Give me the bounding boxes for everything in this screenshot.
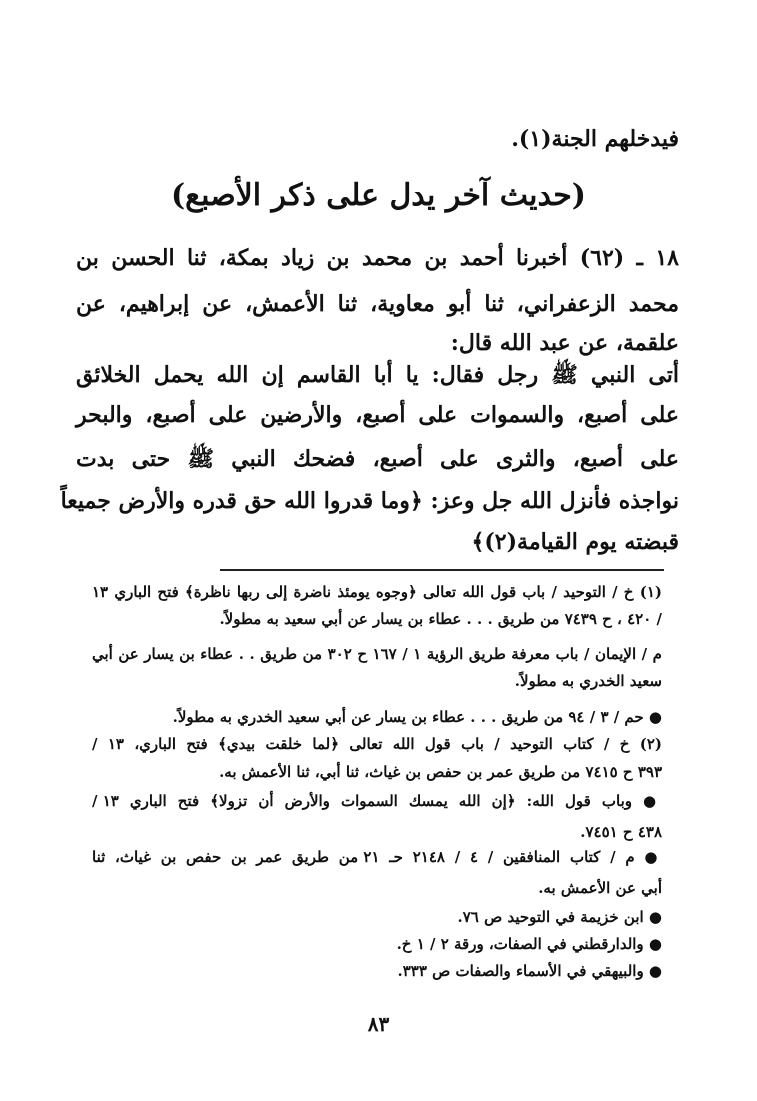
- footnote-line: أبي عن الأعمش به.: [538, 879, 662, 897]
- footnote-line: ● حم / ٣ / ٩٤ من طريق . . . عطاء بن يسار عن أبي سعيد الخدري به مطولاً.: [172, 708, 662, 726]
- footnote-separator: [220, 569, 664, 571]
- footnote-line: (٢) خ / كتاب التوحيد / باب قول الله تعالى ﴿لما خلقت بيدي﴾ فتح الباري، ١٣ /: [92, 735, 663, 753]
- footnote-line: سعيد الخدري به مطولاً.: [514, 672, 662, 690]
- footnote-line: ● والدارقطني في الصفات، ورقة ٢ / ١ خ.: [396, 935, 662, 953]
- section-title: (حديث آخر يدل على ذكر الأصبع): [170, 178, 586, 213]
- body-line: على أصبع، والثرى على أصبع، فضحك النبي ﷺ حتى بدت: [76, 446, 679, 472]
- body-line: علقمة، عن عبد الله قال:: [450, 330, 679, 356]
- body-line: نواجذه فأنزل الله جل وعز: ﴿وما قدروا الله حق قدره والأرض جميعاً: [60, 488, 679, 514]
- footnote-line: (١) خ / التوحيد / باب قول الله تعالى ﴿وجوه يومئذ ناضرة إلى ربها ناظرة﴾ فتح الباري ١٣: [92, 583, 662, 601]
- body-line: على أصبع، والسموات على أصبع، والأرضين على أصبع، والبحر: [76, 402, 679, 428]
- body-line: ١٨ ـ (٦٢) أخبرنا أحمد بن محمد بن زياد بمكة، ثنا الحسن بن: [76, 245, 679, 271]
- body-line: قبضته يوم القيامة(٢)﴾: [471, 529, 679, 555]
- footnote-line: ● ابن خزيمة في التوحيد ص ٧٦.: [457, 908, 662, 926]
- body-line: أتى النبي ﷺ رجل فقال: يا أبا القاسم إن الله يحمل الخلائق: [76, 362, 679, 388]
- footnote-line: / ٤٢٠ ، ح ٧٤٣٩ من طريق . . . عطاء بن يسار عن أبي سعيد به مطولاً.: [219, 610, 662, 628]
- footnote-line: ● م / كتاب المنافقين / ٤ / ٢١٤٨ حـ ٢١ من طريق عمر بن حفص بن غياث، ثنا: [92, 848, 662, 866]
- footnote-line: م / الإيمان / باب معرفة طريق الرؤية ١ / ١٦٧ ح ٣٠٢ من طريق . . عطاء بن يسار عن أبي: [92, 645, 662, 663]
- page-number: ٨٣: [367, 1012, 390, 1036]
- footnote-line: ● وباب قول الله: ﴿إن الله يمسك السموات والأرض أن تزولا﴾ فتح الباري ١٣ /: [92, 792, 662, 810]
- intro-line: فيدخلهم الجنة(١).: [511, 126, 679, 152]
- footnote-line: ● والبيهقي في الأسماء والصفات ص ٣٣٣.: [397, 962, 662, 980]
- body-line: محمد الزعفراني، ثنا أبو معاوية، ثنا الأعمش، عن إبراهيم، عن: [76, 291, 679, 317]
- footnote-line: ٣٩٣ ح ٧٤١٥ من طريق عمر بن حفص بن غياث، ثنا أبي، ثنا الأعمش به.: [219, 763, 662, 781]
- footnote-line: ٤٣٨ ح ٧٤٥١.: [580, 823, 662, 841]
